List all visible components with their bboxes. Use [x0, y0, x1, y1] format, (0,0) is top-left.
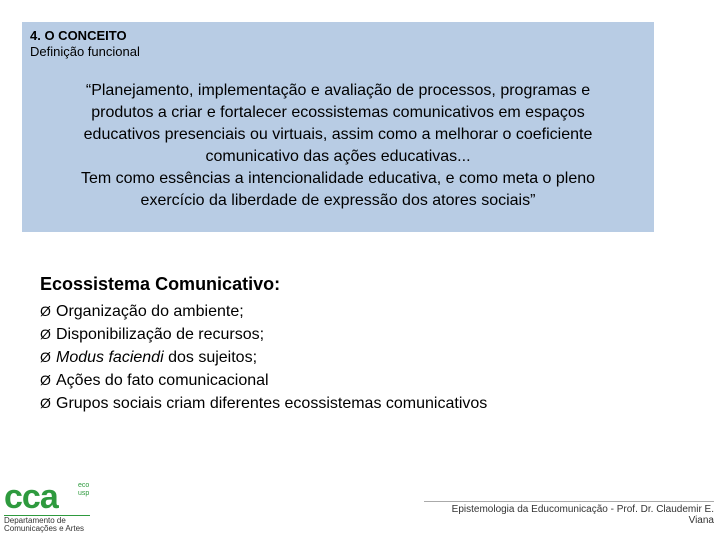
logo-eco: eco [78, 482, 90, 489]
quote-line: comunicativo das ações educativas... [205, 148, 471, 165]
logo-department [4, 515, 90, 533]
list-item [40, 346, 487, 369]
list-item [40, 369, 487, 392]
concept-subheading: Definição funcional [30, 44, 140, 59]
list-item [40, 300, 487, 323]
list-item-italic: Modus faciendi [56, 349, 164, 366]
logo-dept-line: Departamento de [4, 516, 66, 525]
cca-logo [4, 478, 94, 533]
logo-usp: usp [78, 490, 90, 497]
concept-box [22, 22, 654, 232]
quote-line: educativos presenciais ou virtuais, assim como a melhorar o coeficiente [83, 126, 593, 143]
list-item [40, 323, 487, 346]
quote-line: exercício da liberdade de expressão dos atores sociais” [140, 192, 536, 209]
list-item-text: Ações do fato comunicacional [56, 372, 269, 389]
ecosystem-list [40, 300, 487, 415]
definition-quote [32, 80, 644, 212]
arrow-bullet-icon: Ø [40, 372, 51, 388]
footer-credit: Epistemologia da Educomunicação - Prof. Dr. Claudemir E. Viana [424, 501, 714, 526]
concept-heading: 4. O CONCEITO [30, 28, 127, 43]
arrow-bullet-icon: Ø [40, 395, 51, 411]
arrow-bullet-icon: Ø [40, 326, 51, 342]
list-item [40, 392, 487, 415]
quote-line: produtos a criar e fortalecer ecossistemas comunicativos em espaços [91, 104, 585, 121]
logo-dept-line: Comunicações e Artes [4, 524, 85, 533]
section-title: Ecossistema Comunicativo: [40, 274, 281, 294]
list-item-text: dos sujeitos; [163, 349, 258, 366]
list-item-text: Disponibilização de recursos; [56, 326, 265, 343]
quote-line: Tem como essências a intencionalidade educativa, e como meta o pleno [80, 170, 596, 187]
logo-brand: cca [4, 478, 58, 516]
arrow-bullet-icon: Ø [40, 303, 51, 319]
list-item-text: Organização do ambiente; [56, 303, 244, 320]
quote-line: “Planejamento, implementação e avaliação de processos, programas e [85, 82, 591, 99]
logo-eco-usp [78, 482, 89, 498]
arrow-bullet-icon: Ø [40, 349, 51, 365]
list-item-text: Grupos sociais criam diferentes ecossistemas comunicativos [56, 395, 488, 412]
